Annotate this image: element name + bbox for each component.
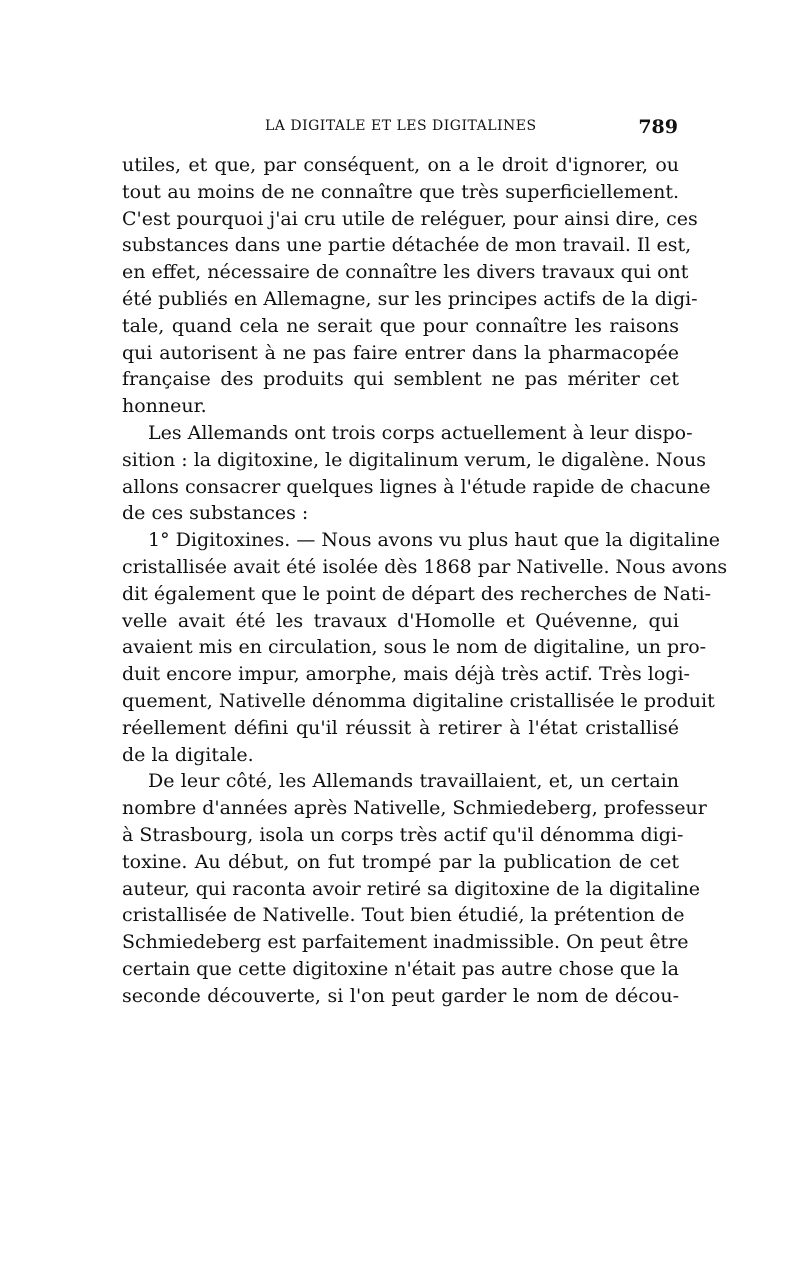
- text-line: auteur, qui raconta avoir retiré sa digitoxine de la digitaline: [122, 877, 701, 900]
- text-line: en effet, nécessaire de connaître les divers travaux qui ont: [122, 261, 689, 284]
- text-line: seconde découverte, si l'on peut garder le nom de décou-: [122, 984, 679, 1007]
- body-text: [122, 152, 728, 1010]
- text-line: nombre d'années après Nativelle, Schmiedeberg, professeur: [122, 797, 707, 820]
- text-line: française des produits qui semblent ne pas mériter cet: [122, 368, 679, 391]
- text-line: de ces substances :: [122, 502, 309, 525]
- text-line: quement, Nativelle dénomma digitaline cristallisée le produit: [122, 689, 715, 712]
- text-line: de la digitale.: [122, 743, 254, 766]
- text-line: dit également que le point de départ des recherches de Nati-: [122, 582, 712, 605]
- text-line: C'est pourquoi j'ai cru utile de reléguer, pour ainsi dire, ces: [122, 207, 698, 230]
- text-line: Schmiedeberg est parfaitement inadmissible. On peut être: [122, 931, 689, 954]
- running-title: LA DIGITALE ET LES DIGITALINES: [265, 118, 537, 134]
- text-line: cristallisée de Nativelle. Tout bien étudié, la prétention de: [122, 904, 685, 927]
- page-number: 789: [638, 116, 678, 138]
- text-line: tout au moins de ne connaître que très superficiellement.: [122, 180, 679, 203]
- text-line: substances dans une partie détachée de mon travail. Il est,: [122, 234, 692, 257]
- paragraph-first-line: De leur côté, les Allemands travaillaient, et, un certain: [148, 770, 679, 793]
- text-line: toxine. Au début, on fut trompé par la publication de cet: [122, 850, 679, 873]
- text-line: qui autorisent à ne pas faire entrer dans la pharmacopée: [122, 341, 679, 364]
- text-line: avaient mis en circulation, sous le nom de digitaline, un pro-: [122, 636, 707, 659]
- text-line: velle avait été les travaux d'Homolle et Quévenne, qui: [122, 609, 679, 632]
- paragraph-first-line: 1° Digitoxines. — Nous avons vu plus haut que la digitaline: [148, 529, 720, 552]
- text-line: allons consacrer quelques lignes à l'étude rapide de chacune: [122, 475, 711, 498]
- text-line: utiles, et que, par conséquent, on a le droit d'ignorer, ou: [122, 154, 679, 176]
- text-line: tale, quand cela ne serait que pour connaître les raisons: [122, 314, 679, 337]
- text-line: réellement défini qu'il réussit à retirer à l'état cristallisé: [122, 716, 679, 739]
- paragraph-first-line: Les Allemands ont trois corps actuellement à leur dispo-: [148, 421, 693, 444]
- text-line: à Strasbourg, isola un corps très actif qu'il dénomma digi-: [122, 823, 684, 846]
- text-line: été publiés en Allemagne, sur les principes actifs de la digi-: [122, 287, 698, 310]
- running-head: [120, 116, 680, 140]
- text-line: duit encore impur, amorphe, mais déjà très actif. Très logi-: [122, 663, 690, 686]
- text-line: sition : la digitoxine, le digitalinum verum, le digalène. Nous: [122, 448, 706, 471]
- text-line: honneur.: [122, 395, 207, 418]
- text-line: certain que cette digitoxine n'était pas autre chose que la: [122, 957, 679, 980]
- text-line: cristallisée avait été isolée dès 1868 par Nativelle. Nous avons: [122, 555, 728, 578]
